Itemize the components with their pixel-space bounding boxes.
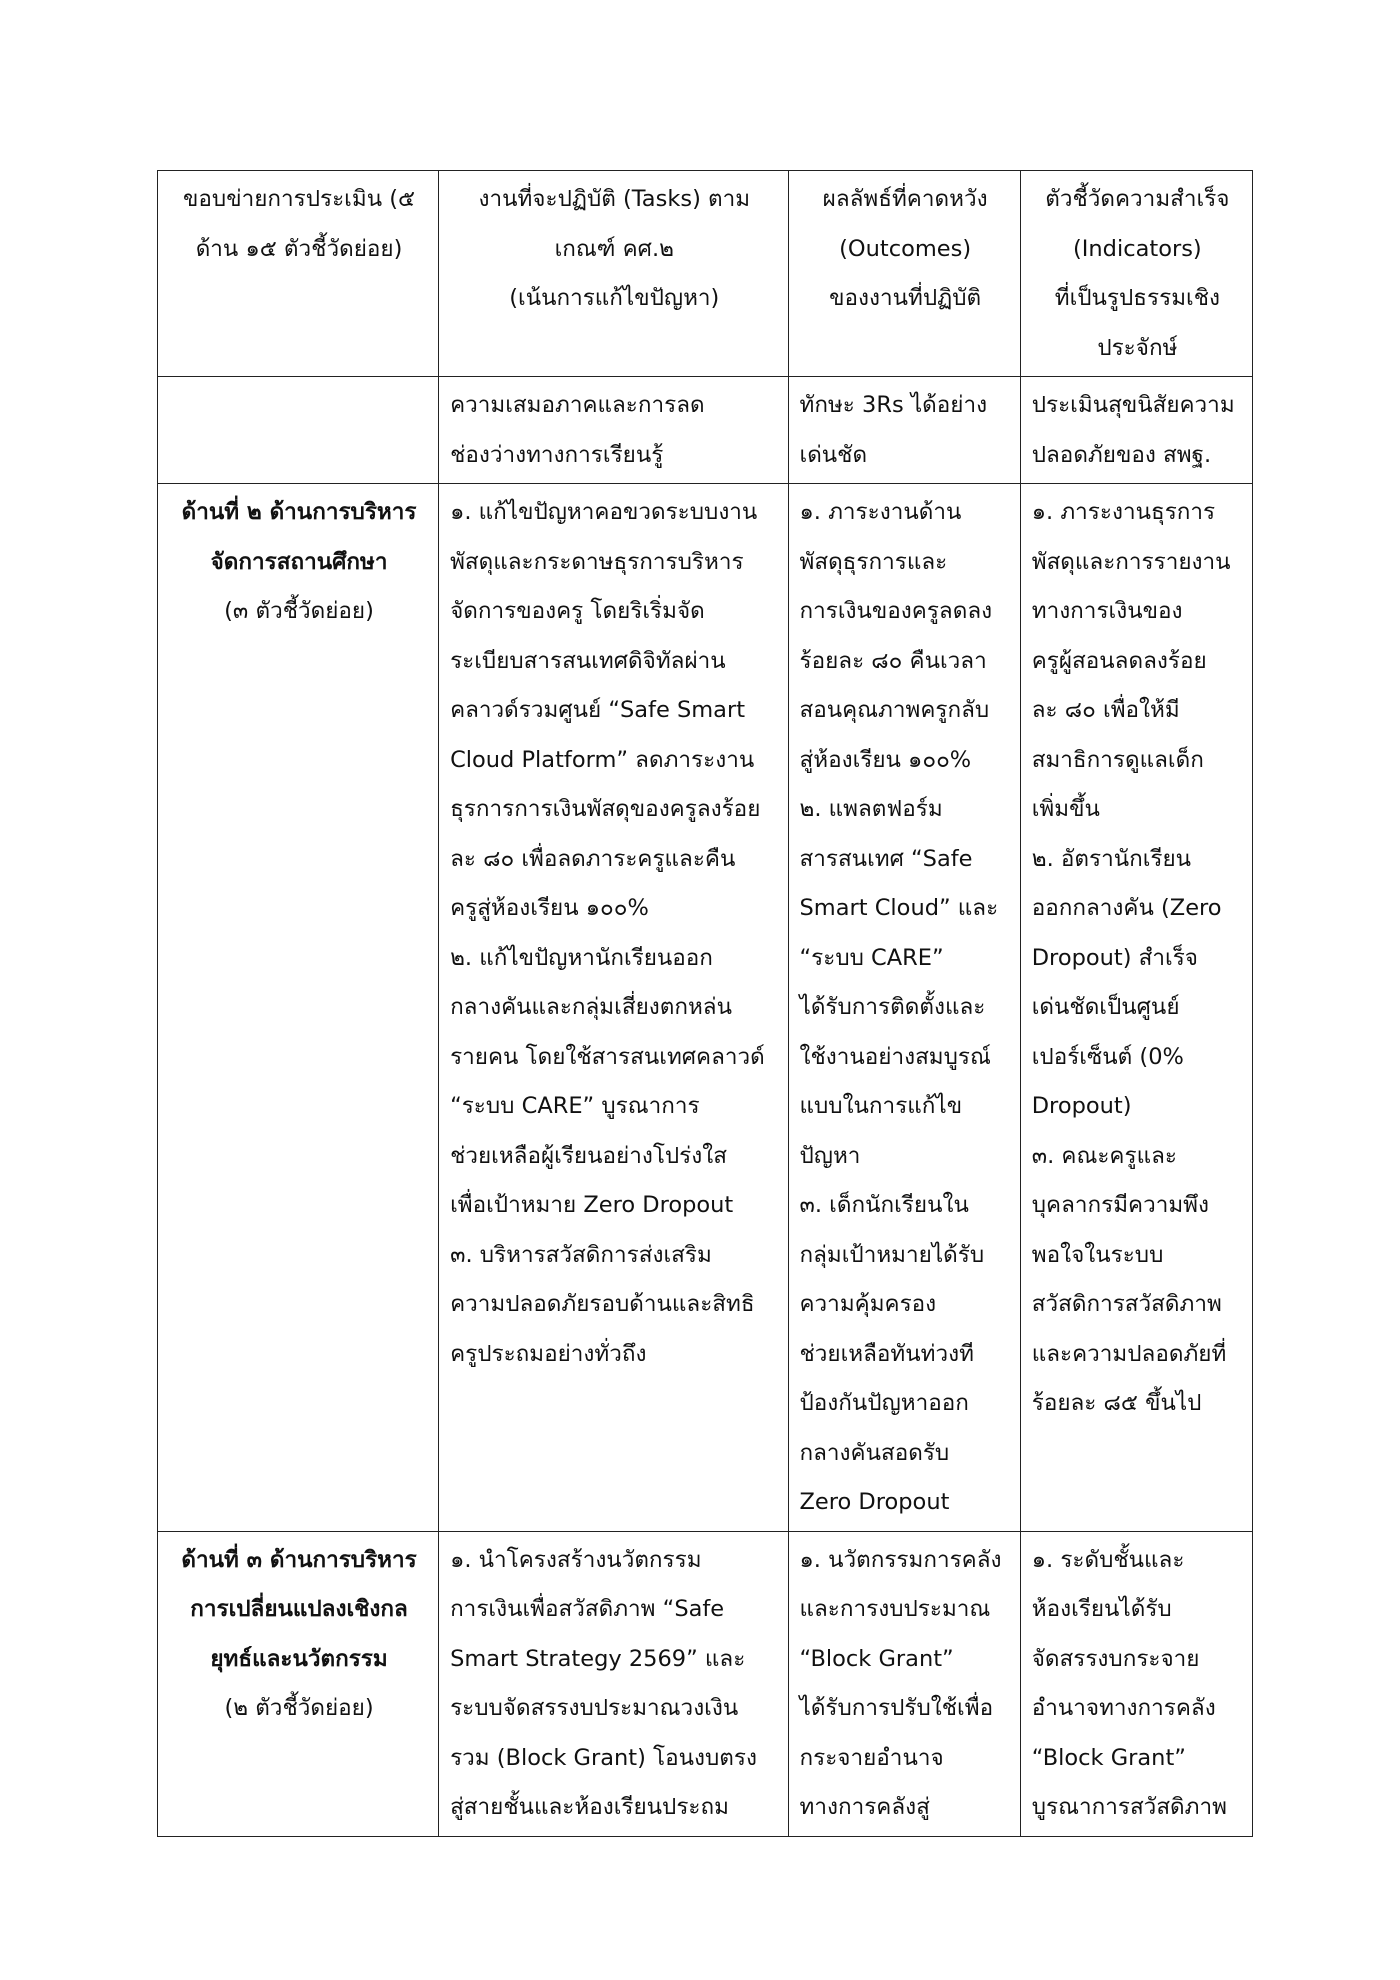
text-line: ประเมินสุขนิสัยความ [1031,392,1235,418]
text-line: กลางคันและกลุ่มเสี่ยงตกหล่น [450,994,732,1020]
text-line: ด้านที่ ๓ ด้านการบริหาร [181,1546,417,1573]
text-line: ด้านที่ ๒ ด้านการบริหาร [181,499,417,525]
scope-title [169,488,429,587]
text-line: ออกกลางคัน (Zero [1031,895,1222,921]
text-line: “Block Grant” [799,1645,954,1672]
text-line: Dropout) สำเร็จ [1031,944,1198,971]
text-line: ป้องกันปัญหาออก [799,1390,969,1416]
text-line: ปลอดภัยของ สพฐ. [1031,441,1212,468]
text-line: พัสดุและกระดาษธุรการบริหาร [450,548,744,575]
text-line: ช่วยเหลือทันท่วงที [799,1340,974,1367]
text-line: ครูผู้สอนลดลงร้อย [1031,647,1207,674]
text-line: สอนคุณภาพครูกลับ [799,697,990,723]
outcomes-cell [788,484,1020,1532]
text-line: พัสดุธุรการและ [799,548,948,575]
text-line: ความเสมอภาคและการลด [450,392,705,418]
text-line: พอใจในระบบ [1031,1241,1164,1268]
text-line: ๑. ระดับชั้นและ [1031,1546,1185,1573]
scope-cell [158,377,439,484]
text-line: ใช้งานอย่างสมบูรณ์ [799,1043,991,1070]
text-line: ประจักษ์ [1097,334,1178,361]
text-line: งานที่จะปฏิบัติ (Tasks) ตาม [478,186,751,212]
table-row [158,484,1253,1532]
scope-sub: (๒ ตัวชี้วัดย่อย) [224,1695,374,1721]
text-line: จัดการสถานศึกษา [210,548,388,575]
text-line: ขอบข่ายการประเมิน (๕ [183,186,416,212]
text-line: ๓. บริหารสวัสดิการส่งเสริม [450,1241,712,1268]
text-line: เพื่อเป้าหมาย Zero Dropout [450,1192,734,1218]
text-line: ของงานที่ปฏิบัติ [829,285,982,311]
text-line: ยุทธ์และนวัตกรรม [210,1645,388,1672]
text-line: ได้รับการปรับใช้เพื่อ [799,1695,994,1721]
header-outcomes [788,171,1020,377]
text-line: คลาวด์รวมศูนย์ “Safe Smart [450,697,746,723]
text-line: สู่สายชั้นและห้องเรียนประถม [450,1794,729,1820]
text-line: ๑. นำโครงสร้างนวัตกรรม [450,1546,702,1573]
text-line: ละ ๘๐ เพื่อลดภาระครูและคืน [450,845,736,872]
table-row [158,1531,1253,1836]
text-line: และการงบประมาณ [799,1596,991,1622]
table-row [158,377,1253,484]
text-line: จัดการของครู โดยริเริ่มจัด [450,598,705,624]
text-line: และความปลอดภัยที่ [1031,1340,1227,1367]
text-line: (เน้นการแก้ไขปัญหา) [509,285,720,311]
header-row [158,171,1253,377]
text-line: อำนาจทางการคลัง [1031,1695,1216,1721]
text-line: เกณฑ์ คศ.๒ [554,235,674,262]
text-line: ๑. ภาระงานธุรการ [1031,499,1216,525]
text-line: ช่องว่างทางการเรียนรู้ [450,441,664,468]
text-line: การเปลี่ยนแปลงเชิงกล [190,1596,408,1622]
text-line: กลุ่มเป้าหมายได้รับ [799,1241,985,1268]
text-line: ด้าน ๑๕ ตัวชี้วัดย่อย) [195,235,403,262]
indicators-cell [1020,1531,1252,1836]
text-line: จัดสรรงบกระจาย [1031,1645,1200,1672]
text-line: เด่นชัดเป็นศูนย์ [1031,994,1180,1020]
text-line: “ระบบ CARE” [799,944,944,971]
text-line: ทางการคลังสู่ [799,1794,930,1820]
tasks-cell [439,377,788,484]
text-line: ๑. ภาระงานด้าน [799,499,962,525]
text-line: ธุรการการเงินพัสดุของครูลงร้อย [450,796,761,822]
indicators-cell [1020,484,1252,1532]
header-scope [158,171,439,377]
outcomes-cell [788,1531,1020,1836]
text-line: ๒. แพลตฟอร์ม [799,796,943,822]
scope-title [169,1536,429,1685]
text-line: ระเบียบสารสนเทศดิจิทัลผ่าน [450,647,726,674]
text-line: ทางการเงินของ [1031,598,1183,624]
text-line: Smart Cloud” และ [799,895,999,921]
text-line: ๒. อัตรานักเรียน [1031,845,1192,872]
header-indicators [1020,171,1252,377]
text-line: “Block Grant” [1031,1744,1186,1771]
text-line: สมาธิการดูแลเด็ก [1031,746,1204,773]
text-line: กระจายอำนาจ [799,1744,944,1771]
text-line: ระบบจัดสรรงบประมาณวงเงิน [450,1695,739,1721]
outcomes-cell [788,377,1020,484]
text-line: ที่เป็นรูปธรรมเชิง [1054,285,1220,311]
text-line: สารสนเทศ “Safe [799,845,973,872]
text-line: ร้อยละ ๘๕ ขึ้นไป [1031,1390,1202,1416]
header-tasks [439,171,788,377]
text-line: ได้รับการติดตั้งและ [799,994,986,1020]
text-line: สวัสดิการสวัสดิภาพ [1031,1291,1222,1317]
text-line: เปอร์เซ็นต์ (0% [1031,1043,1184,1070]
text-line: ๓. เด็กนักเรียนใน [799,1192,969,1218]
text-line: Zero Dropout [799,1489,950,1515]
text-line: การเงินของครูลดลง [799,598,993,624]
text-line: “ระบบ CARE” บูรณาการ [450,1093,700,1119]
text-line: ห้องเรียนได้รับ [1031,1596,1172,1622]
text-line: ๓. คณะครูและ [1031,1142,1177,1169]
text-line: บุคลากรมีความพึง [1031,1192,1209,1218]
text-line: ๒. แก้ไขปัญหานักเรียนออก [450,944,713,971]
text-line: ๑. นวัตกรรมการคลัง [799,1546,1002,1573]
text-line: Dropout) [1031,1093,1132,1119]
text-line: ครูสู่ห้องเรียน ๑๐๐% [450,895,649,921]
scope-sub: (๓ ตัวชี้วัดย่อย) [224,598,374,624]
indicators-cell [1020,377,1252,484]
text-line: แบบในการแก้ไข [799,1093,963,1119]
text-line: การเงินเพื่อสวัสดิภาพ “Safe [450,1596,725,1622]
text-line: สู่ห้องเรียน ๑๐๐% [799,746,972,773]
tasks-cell [439,484,788,1532]
text-line: ความปลอดภัยรอบด้านและสิทธิ [450,1291,755,1317]
text-line: กลางคันสอดรับ [799,1439,950,1466]
text-line: Smart Strategy 2569” และ [450,1645,746,1672]
text-line: ความคุ้มครอง [799,1291,937,1317]
text-line: (Outcomes) [839,235,972,262]
text-line: ผลลัพธ์ที่คาดหวัง [822,186,988,212]
text-line: ครูประถมอย่างทั่วถึง [450,1340,647,1367]
scope-cell [158,484,439,1532]
text-line: บูรณาการสวัสดิภาพ [1031,1794,1227,1820]
text-line: ๑. แก้ไขปัญหาคอขวดระบบงาน [450,499,758,525]
text-line: ละ ๘๐ เพื่อให้มี [1031,697,1180,723]
text-line: (Indicators) [1073,235,1202,262]
text-line: ช่วยเหลือผู้เรียนอย่างโปร่งใส [450,1142,727,1169]
text-line: พัสดุและการรายงาน [1031,548,1231,575]
tasks-cell [439,1531,788,1836]
text-line: ทักษะ 3Rs ได้อย่าง [799,392,988,418]
scope-cell [158,1531,439,1836]
text-line: เพิ่มขึ้น [1031,796,1100,822]
text-line: ร้อยละ ๘๐ คืนเวลา [799,647,987,674]
text-line: รวม (Block Grant) โอนงบตรง [450,1744,757,1771]
text-line: เด่นชัด [799,441,868,468]
evaluation-table [157,170,1253,1837]
text-line: ปัญหา [799,1142,861,1169]
text-line: Cloud Platform” ลดภาระงาน [450,746,755,773]
text-line: ตัวชี้วัดความสำเร็จ [1045,186,1230,212]
text-line: รายคน โดยใช้สารสนเทศคลาวด์ [450,1043,765,1070]
